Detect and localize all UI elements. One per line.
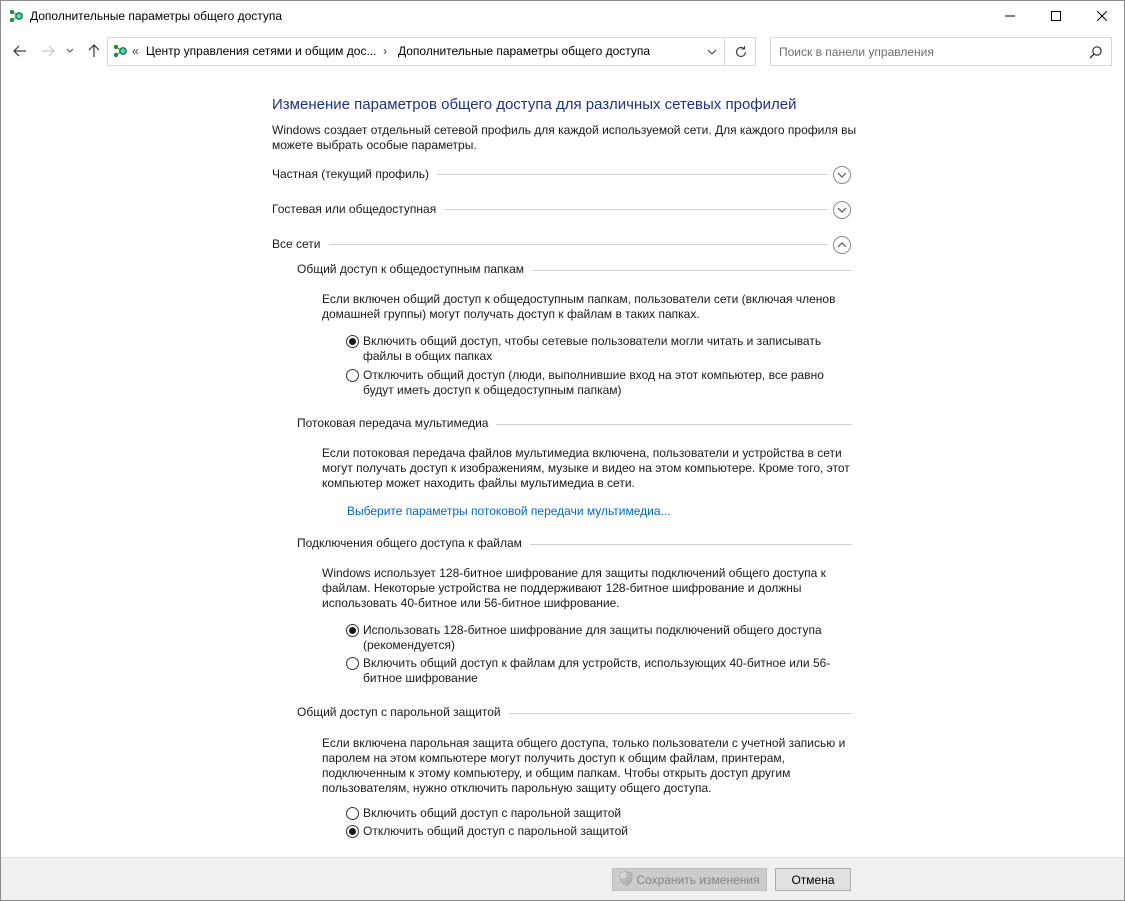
profile-all-networks-label: Все сети — [272, 237, 329, 251]
maximize-icon — [1051, 11, 1061, 21]
address-bar[interactable] — [107, 37, 725, 66]
action-bar — [0, 857, 1125, 901]
radio-button[interactable] — [346, 369, 359, 382]
search-box[interactable] — [770, 37, 1112, 66]
forward-arrow-icon — [41, 45, 55, 57]
network-icon — [8, 8, 24, 24]
file-sharing-heading: Подключения общего доступа к файлам — [297, 536, 852, 552]
page-title: Изменение параметров общего доступа для различных сетевых профилей — [272, 96, 797, 113]
up-button[interactable] — [84, 41, 104, 61]
collapse-chevron-icon[interactable] — [832, 235, 852, 255]
breadcrumb-network-center[interactable]: Центр управления сетями и общим дос... — [146, 44, 377, 58]
chevron-down-icon — [707, 49, 717, 55]
expand-chevron-icon[interactable] — [832, 165, 852, 185]
refresh-icon — [734, 45, 748, 59]
breadcrumb-overflow[interactable]: « — [132, 44, 139, 58]
radio-button[interactable] — [346, 657, 359, 670]
profile-all-networks[interactable] — [272, 235, 852, 255]
password-sharing-heading: Общий доступ с парольной защитой — [297, 705, 852, 721]
address-dropdown-button[interactable] — [700, 38, 724, 65]
profile-private-label: Частная (текущий профиль) — [272, 167, 437, 181]
expand-chevron-icon[interactable] — [832, 200, 852, 220]
password-sharing-desc: Если включена парольная защита общего доступа, только пользователи с учетной записью и паролем на этом компьютере могут получить доступ к общим файлам, принтерам, подключенным к этому компьютеру, и общим папкам. Чтобы открыть доступ другим пользователям, нужно отключить парольную защиту общего доступа. — [322, 736, 846, 795]
up-arrow-icon — [88, 44, 100, 58]
maximize-button[interactable] — [1033, 0, 1079, 31]
public-folders-heading: Общий доступ к общедоступным папкам — [297, 262, 852, 278]
media-streaming-desc: Если потоковая передача файлов мультимедиа включена, пользователи и устройства в сети могут получать доступ к изображениям, музыке и видео на этом компьютере. Кроме того, этот компьютер может находить файлы мультимедиа в сети. — [322, 446, 850, 490]
profile-guest-label: Гостевая или общедоступная — [272, 202, 444, 216]
close-button[interactable] — [1079, 0, 1125, 31]
media-streaming-heading: Потоковая передача мультимедиа — [297, 416, 852, 432]
radio-button-selected[interactable] — [346, 624, 359, 637]
chevron-down-icon — [66, 48, 74, 54]
recent-locations-button[interactable] — [63, 41, 77, 61]
profile-private[interactable] — [272, 165, 852, 185]
uac-shield-icon — [619, 871, 633, 889]
radio-button-selected[interactable] — [346, 825, 359, 838]
media-streaming-link[interactable]: Выберите параметры потоковой передачи мультимедиа... — [347, 504, 671, 518]
cancel-button[interactable]: Отмена — [775, 868, 851, 891]
minimize-button[interactable] — [987, 0, 1033, 31]
intro-text: Windows создает отдельный сетевой профиль для каждой используемой сети. Для каждого профиля вы можете выбрать особые параметры. — [272, 123, 857, 152]
radio-button[interactable] — [346, 807, 359, 820]
breadcrumb-separator[interactable]: › — [383, 44, 387, 58]
search-input[interactable] — [771, 38, 1081, 65]
radio-button-selected[interactable] — [346, 335, 359, 348]
breadcrumb-advanced-sharing[interactable]: Дополнительные параметры общего доступа — [398, 44, 651, 58]
title-bar — [0, 0, 1125, 32]
content-area: Изменение параметров общего доступа для различных сетевых профилей Windows создает отдельный сетевой профиль для каждой используемой сети. Для каждого профиля вы можете выбрать особые параметры. Частная (текущий профиль) Гостевая или общедоступная Все сети Общий доступ к общедоступным папкам Если включен общий доступ к общедоступным папкам, пользователи сети (включая членов домашней группы) могут получать доступ к файлам в таких папках. Включить общий доступ, чтобы сетевые пользователи могли читать и записывать файлы в общих папках Отключить общий доступ (люди, выполнившие вход на этот компьютер, все равно будут иметь доступ к общедоступным папкам) Потоковая передача мультимедиа Если потоковая передача файлов мультимедиа включена, пользователи и устройства в сети могут получать доступ к изображениям, музыке и видео на этом компьютере. Кроме того, этот компьютер может находить файлы мультимедиа в сети. Выберите параметры потоковой передачи мультимедиа... Подключения общего доступа к файлам Windows использует 128-битное шифрование для защиты подключений общего доступа к файлам. Некоторые устройства не поддерживают 128-битное шифрование и должны использовать 40-битное или 56-битное шифрование. Использовать 128-битное шифрование для защиты подключений общего доступа (рекомендуется) Включить общий доступ к файлам для устройств, использующих 40-битное или 56-битное шифрование Общий доступ с парольной защитой Если включена парольная защита общего доступа, только пользователи с учетной записью и паролем на этом компьютере могут получить доступ к общим файлам, принтерам, подключенным к этому компьютеру, и общим папкам. Чтобы открыть доступ другим пользователям, нужно отключить парольную защиту общего доступа. Включить общий доступ с парольной защитой Отключить общий доступ с парольной защитой — [0, 72, 1125, 857]
refresh-button[interactable] — [726, 37, 756, 66]
profile-guest[interactable] — [272, 200, 852, 220]
minimize-icon — [1005, 11, 1015, 21]
save-changes-label: Сохранить изменения — [636, 872, 760, 887]
network-icon — [112, 43, 128, 62]
close-icon — [1097, 11, 1107, 21]
back-button[interactable] — [10, 41, 30, 61]
back-arrow-icon — [13, 45, 27, 57]
search-icon[interactable] — [1089, 45, 1103, 62]
save-changes-button[interactable] — [612, 868, 767, 891]
window-title: Дополнительные параметры общего доступа — [30, 9, 283, 23]
file-sharing-desc: Windows использует 128-битное шифрование для защиты подключений общего доступа к файлам. Некоторые устройства не поддерживают 128-битное шифрование и должны использовать 40-битное или 56-битное шифрование. — [322, 566, 826, 610]
public-folders-desc: Если включен общий доступ к общедоступным папкам, пользователи сети (включая членов домашней группы) могут получать доступ к файлам в таких папках. — [322, 292, 836, 321]
forward-button[interactable] — [38, 41, 58, 61]
